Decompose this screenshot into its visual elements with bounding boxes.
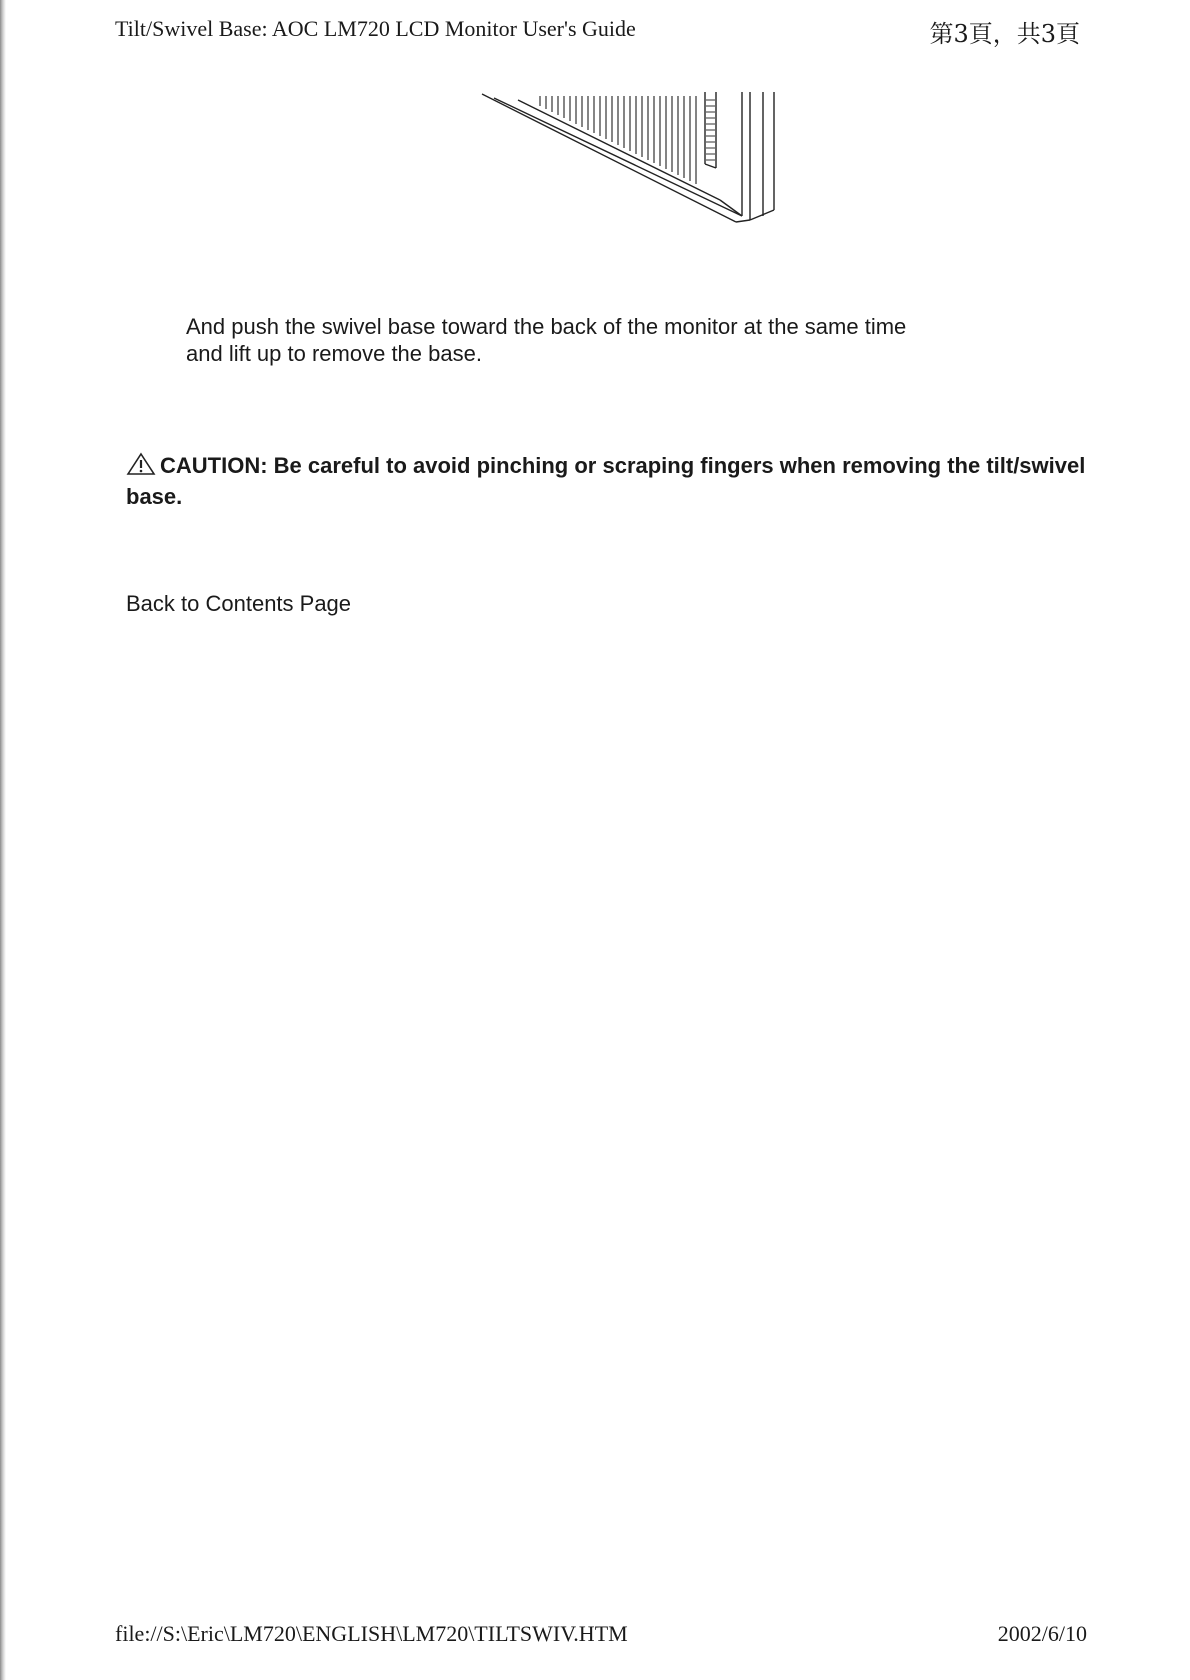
caution-notice [126, 452, 1086, 511]
page-indicator: 第3頁，共3頁 [929, 20, 1080, 48]
scan-edge [0, 0, 6, 1680]
page-header-title: Tilt/Swivel Base: AOC LM720 LCD Monitor User's Guide [115, 16, 636, 41]
instruction-line-2: and lift up to remove the base. [186, 341, 482, 366]
warning-triangle-icon [126, 452, 156, 483]
footer-date: 2002/6/10 [997, 1621, 1087, 1646]
instruction-line-1: And push the swivel base toward the back of the monitor at the same time [186, 314, 907, 339]
monitor-back-illustration-icon [480, 92, 800, 247]
instruction-text [186, 313, 1006, 367]
back-to-contents-link[interactable]: Back to Contents Page [126, 591, 352, 616]
caution-text: CAUTION: Be careful to avoid pinching or scraping fingers when removing the tilt/swivel base. [126, 453, 1086, 509]
footer-file-path: file://S:\Eric\LM720\ENGLISH\LM720\TILTSWIV.HTM [115, 1621, 628, 1646]
